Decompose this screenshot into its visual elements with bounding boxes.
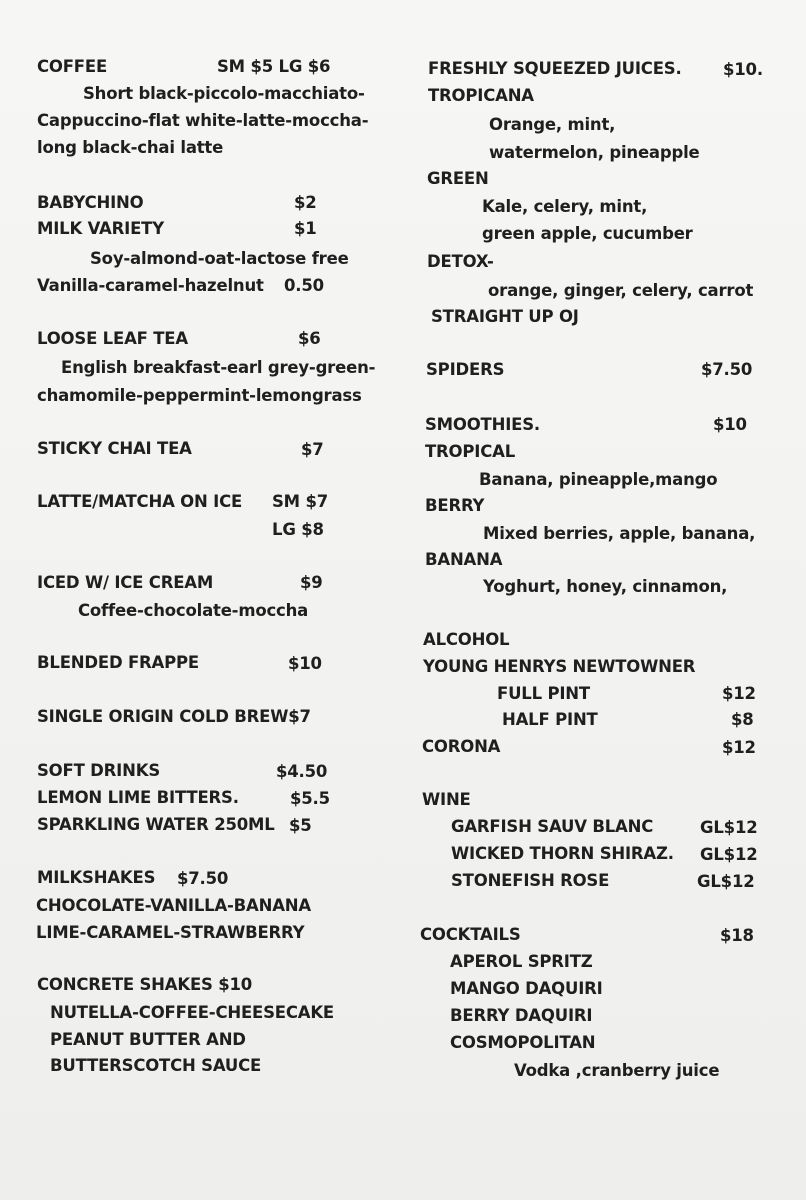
babychino-price: $2 (294, 193, 317, 212)
coffee-desc-3: long black-chai latte (37, 138, 224, 157)
concrete-shakes-desc-1: NUTELLA-COFFEE-CHEESECAKE (50, 1003, 334, 1022)
latte-matcha-ice-item: LATTE/MATCHA ON ICE (37, 492, 243, 511)
milkshakes-desc-2: LIME-CARAMEL-STRAWBERRY (36, 923, 305, 942)
young-henrys-item: YOUNG HENRYS NEWTOWNER (423, 657, 696, 676)
loose-leaf-tea-heading: LOOSE LEAF TEA (37, 329, 188, 348)
cosmopolitan-item: COSMOPOLITAN (450, 1033, 596, 1052)
syrup-item: Vanilla-caramel-hazelnut (37, 276, 264, 295)
coffee-desc-1: Short black-piccolo-macchiato- (83, 84, 365, 103)
juices-heading: FRESHLY SQUEEZED JUICES. (428, 59, 682, 78)
cocktails-price: $18 (720, 926, 754, 945)
syrup-price: 0.50 (284, 276, 324, 295)
coffee-price: SM $5 LG $6 (217, 57, 331, 76)
green-desc-1: Kale, celery, mint, (482, 197, 648, 216)
concrete-shakes-desc-2: PEANUT BUTTER AND (50, 1030, 246, 1049)
iced-ice-cream-price: $9 (300, 573, 323, 592)
tropical-desc: Banana, pineapple,mango (479, 470, 718, 489)
corona-price: $12 (722, 738, 756, 757)
loose-leaf-tea-price: $6 (298, 329, 321, 348)
berry-item: BERRY (425, 496, 485, 515)
tea-desc-2: chamomile-peppermint-lemongrass (37, 386, 362, 405)
smoothies-heading: SMOOTHIES. (425, 415, 540, 434)
green-item: GREEN (427, 169, 489, 188)
milkshakes-price: $7.50 (177, 869, 229, 888)
garfish-item: GARFISH SAUV BLANC (451, 817, 654, 836)
latte-matcha-lg-price: LG $8 (272, 520, 324, 539)
latte-matcha-sm-price: SM $7 (272, 492, 329, 511)
corona-item: CORONA (422, 737, 501, 756)
babychino-item: BABYCHINO (37, 193, 144, 212)
half-pint-item: HALF PINT (502, 710, 598, 729)
sparkling-water-item: SPARKLING WATER 250ML (37, 815, 275, 834)
coffee-heading: COFFEE (37, 57, 108, 76)
berry-daquiri-item: BERRY DAQUIRI (450, 1006, 593, 1025)
milkshakes-desc-1: CHOCOLATE-VANILLA-BANANA (36, 896, 311, 915)
stonefish-item: STONEFISH ROSE (451, 871, 610, 890)
lemon-lime-bitters-item: LEMON LIME BITTERS. (37, 788, 239, 807)
milk-variety-price: $1 (294, 219, 317, 238)
straight-up-oj-item: STRAIGHT UP OJ (431, 307, 579, 326)
cocktails-heading: COCKTAILS (420, 925, 521, 944)
lemon-lime-bitters-price: $5.5 (290, 789, 330, 808)
sparkling-water-price: $5 (289, 816, 312, 835)
concrete-shakes-heading: CONCRETE SHAKES $10 (37, 975, 253, 994)
half-pint-price: $8 (731, 710, 754, 729)
soft-drinks-price: $4.50 (276, 762, 328, 781)
iced-ice-cream-item: ICED W/ ICE CREAM (37, 573, 214, 592)
sticky-chai-item: STICKY CHAI TEA (37, 439, 192, 458)
detox-desc: orange, ginger, celery, carrot (488, 281, 754, 300)
aperol-item: APEROL SPRITZ (450, 952, 593, 971)
cosmopolitan-desc: Vodka ,cranberry juice (514, 1061, 720, 1080)
tropicana-desc-1: Orange, mint, (489, 115, 616, 134)
spiders-item: SPIDERS (426, 360, 505, 379)
spiders-price: $7.50 (701, 360, 753, 379)
banana-desc: Yoghurt, honey, cinnamon, (483, 577, 728, 596)
full-pint-item: FULL PINT (497, 684, 590, 703)
smoothies-price: $10 (713, 415, 747, 434)
coffee-desc-2: Cappuccino-flat white-latte-moccha- (37, 111, 369, 130)
stonefish-price: GL$12 (697, 872, 755, 891)
tea-desc-1: English breakfast-earl grey-green- (61, 358, 376, 377)
juices-price: $10. (723, 60, 763, 79)
milk-variety-desc: Soy-almond-oat-lactose free (90, 249, 349, 268)
wicked-thorn-price: GL$12 (700, 845, 758, 864)
iced-ice-cream-desc: Coffee-chocolate-moccha (78, 601, 309, 620)
soft-drinks-item: SOFT DRINKS (37, 761, 161, 780)
garfish-price: GL$12 (700, 818, 758, 837)
milk-variety-item: MILK VARIETY (37, 219, 164, 238)
tropical-item: TROPICAL (425, 442, 516, 461)
mango-daquiri-item: MANGO DAQUIRI (450, 979, 603, 998)
alcohol-heading: ALCOHOL (423, 630, 510, 649)
detox-item: DETOX- (427, 252, 494, 271)
wicked-thorn-item: WICKED THORN SHIRAZ. (451, 844, 674, 863)
green-desc-2: green apple, cucumber (482, 224, 693, 243)
tropicana-item: TROPICANA (428, 86, 534, 105)
tropicana-desc-2: watermelon, pineapple (489, 143, 700, 162)
berry-desc: Mixed berries, apple, banana, (483, 524, 756, 543)
wine-heading: WINE (422, 790, 471, 809)
blended-frappe-price: $10 (288, 654, 322, 673)
blended-frappe-item: BLENDED FRAPPE (37, 653, 199, 672)
cold-brew-item: SINGLE ORIGIN COLD BREW$7 (37, 707, 311, 726)
milkshakes-heading: MILKSHAKES (37, 868, 156, 887)
sticky-chai-price: $7 (301, 440, 324, 459)
concrete-shakes-desc-3: BUTTERSCOTCH SAUCE (50, 1056, 262, 1075)
banana-item: BANANA (425, 550, 503, 569)
full-pint-price: $12 (722, 684, 756, 703)
